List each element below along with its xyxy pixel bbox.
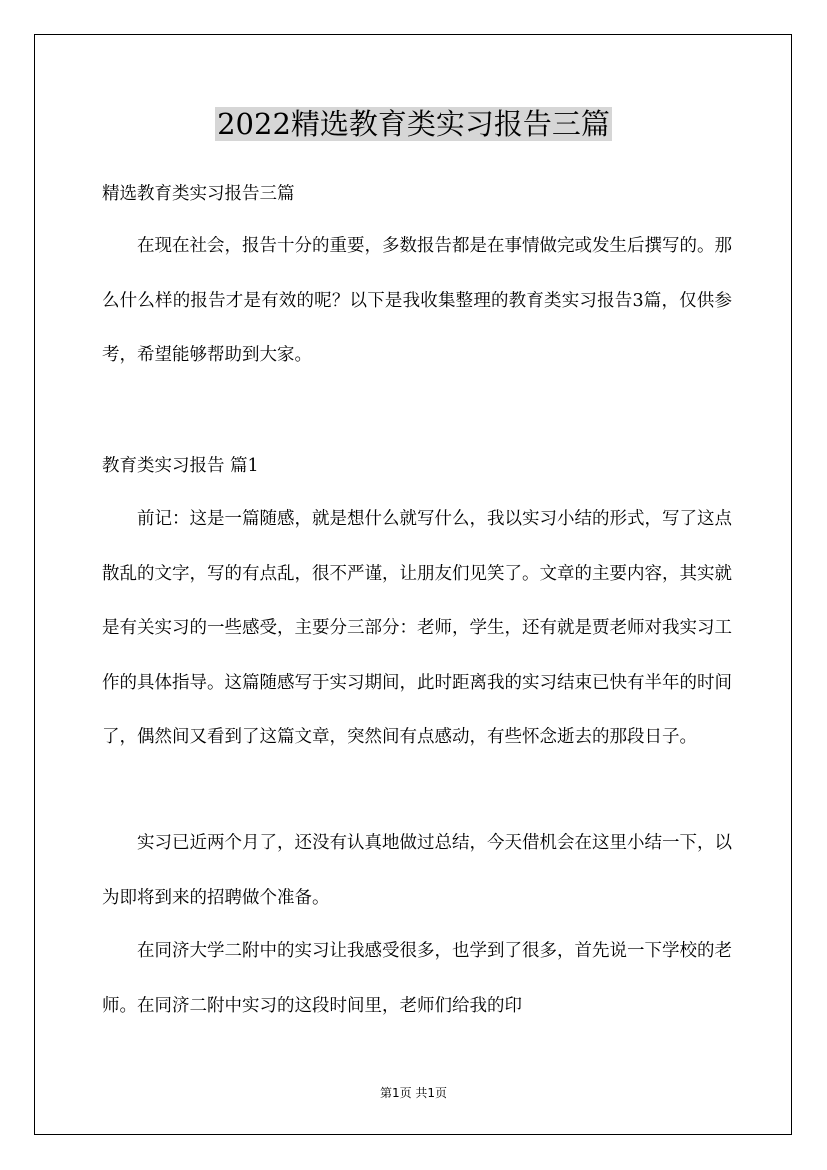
document-title [0,104,827,144]
section-heading: 教育类实习报告 篇1 [102,456,259,476]
intro-paragraph: 在现在社会，报告十分的重要，多数报告都是在事情做完或发生后撰写的。那么什么样的报告才是有效的呢？以下是我收集整理的教育类实习报告3篇，仅供参考，希望能够帮助到大家。 [102,236,732,366]
document-subtitle: 精选教育类实习报告三篇 [102,184,295,204]
body-paragraph-2: 实习已近两个月了，还没有认真地做过总结，今天借机会在这里小结一下，以为即将到来的招聘做个准备。 [102,833,732,908]
body-paragraph-1: 前记：这是一篇随感，就是想什么就写什么，我以实习小结的形式，写了这点散乱的文字，写的有点乱，很不严谨，让朋友们见笑了。文章的主要内容，其实就是有关实习的一些感受，主要分三部分：老师，学生，还有就是贾老师对我实习工作的具体指导。这篇随感写于实习期间，此时距离我的实习结束已快有半年的时间了，偶然间又看到了这篇文章，突然间有点感动，有些怀念逝去的那段日子。 [102,509,732,748]
page-number-footer: 第1页 共1页 [379,1086,448,1100]
document-title-text: 2022精选教育类实习报告三篇 [217,107,610,141]
body-paragraph-3: 在同济大学二附中的实习让我感受很多，也学到了很多，首先说一下学校的老师。在同济二附中实习的这段时间里，老师们给我的印 [102,941,732,1016]
